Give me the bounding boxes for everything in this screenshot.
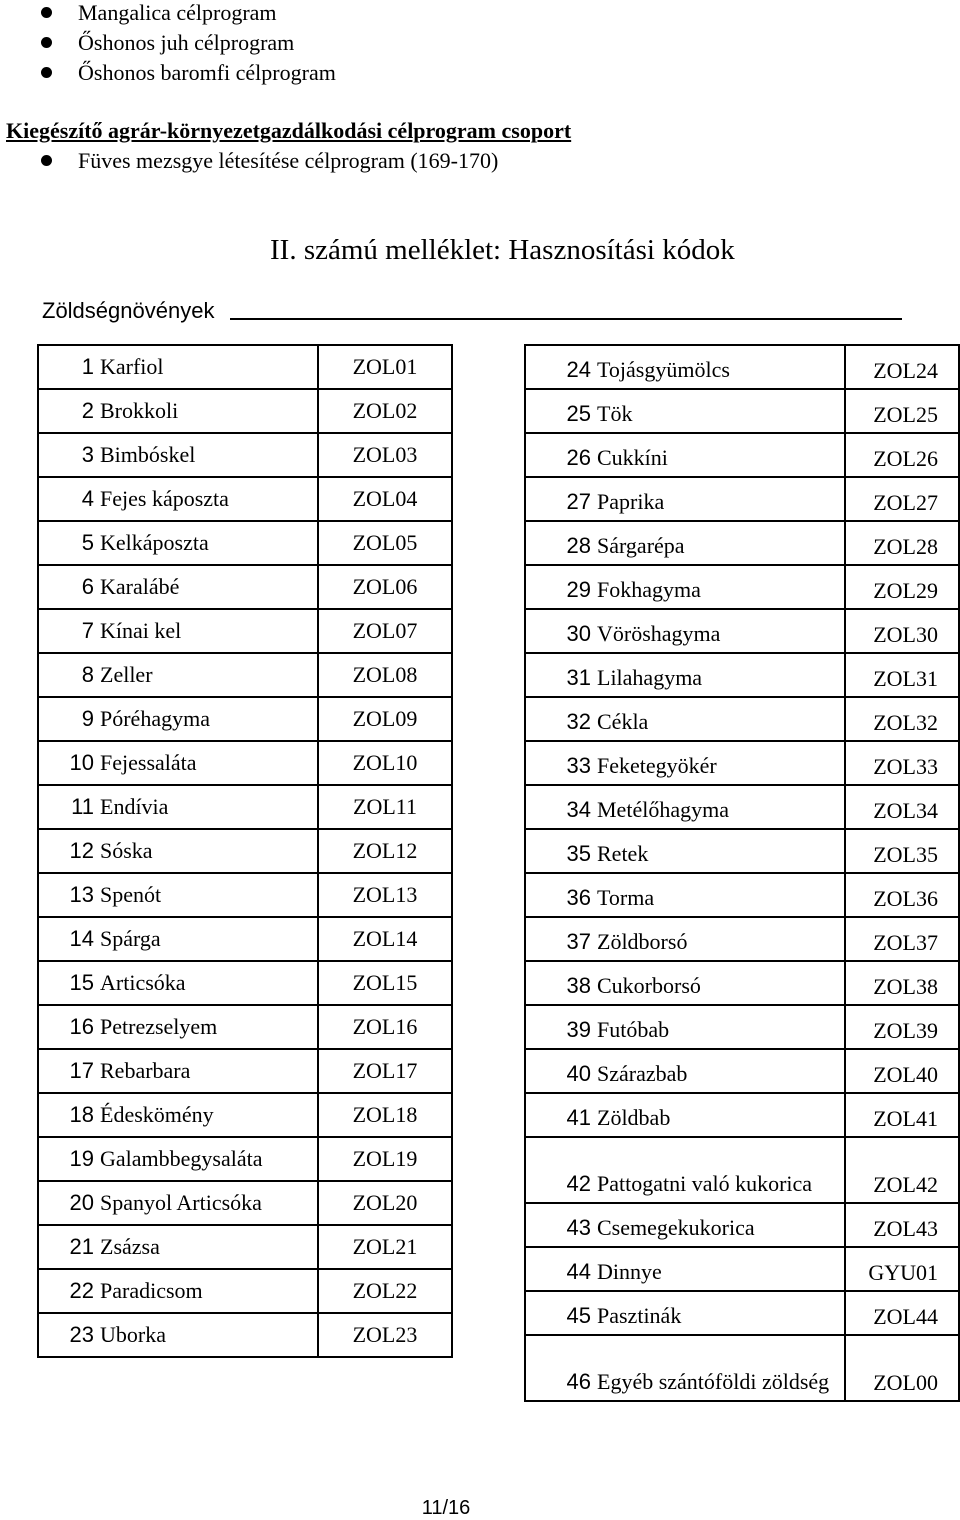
table-row [38,1225,452,1269]
table-row [525,785,959,829]
vegetable-name: Paprika [595,477,845,521]
table-row [38,1005,452,1049]
category-label: Zöldségnövények [42,298,215,323]
vegetable-name: Csemegekukorica [595,1203,845,1247]
row-number: 26 [525,433,595,477]
usage-code: ZOL21 [318,1225,452,1269]
vegetable-name: Rebarbara [98,1049,318,1093]
table-row [38,697,452,741]
row-number: 3 [38,433,98,477]
table-row [38,829,452,873]
table-row [38,1269,452,1313]
table-row [38,521,452,565]
usage-code: ZOL35 [845,829,959,873]
vegetable-name: Cukorborsó [595,961,845,1005]
codes-table-left [37,344,453,1358]
vegetable-name: Sárgarépa [595,521,845,565]
row-number: 34 [525,785,595,829]
row-number: 13 [38,873,98,917]
vegetable-name: Feketegyökér [595,741,845,785]
usage-code: ZOL29 [845,565,959,609]
usage-code: ZOL30 [845,609,959,653]
category-underline [230,318,902,320]
table-row [38,653,452,697]
row-number: 16 [38,1005,98,1049]
table-row [38,873,452,917]
vegetable-name: Dinnye [595,1247,845,1291]
usage-code: ZOL14 [318,917,452,961]
usage-code: ZOL02 [318,389,452,433]
row-number: 28 [525,521,595,565]
usage-code: ZOL13 [318,873,452,917]
table-row [525,565,959,609]
table-row [525,873,959,917]
table-row [38,345,452,389]
vegetable-name: Spárga [98,917,318,961]
vegetable-name: Zöldborsó [595,917,845,961]
usage-code: ZOL18 [318,1093,452,1137]
usage-code: ZOL41 [845,1093,959,1137]
usage-code: ZOL01 [318,345,452,389]
table-row [38,565,452,609]
usage-code: ZOL20 [318,1181,452,1225]
row-number: 7 [38,609,98,653]
row-number: 30 [525,609,595,653]
table-row [525,829,959,873]
row-number: 43 [525,1203,595,1247]
bullet-dot-icon [41,155,52,166]
row-number: 24 [525,345,595,389]
usage-code: ZOL22 [318,1269,452,1313]
row-number: 35 [525,829,595,873]
row-number: 22 [38,1269,98,1313]
table-row [38,1181,452,1225]
table-row [525,609,959,653]
row-number: 15 [38,961,98,1005]
row-number: 33 [525,741,595,785]
vegetable-name: Fejes káposzta [98,477,318,521]
usage-code: ZOL15 [318,961,452,1005]
usage-code: ZOL04 [318,477,452,521]
row-number: 12 [38,829,98,873]
vegetable-name: Tojásgyümölcs [595,345,845,389]
usage-code: ZOL33 [845,741,959,785]
vegetable-name: Cukkíni [595,433,845,477]
vegetable-name: Retek [595,829,845,873]
vegetable-name: Fejessaláta [98,741,318,785]
usage-code: ZOL26 [845,433,959,477]
vegetable-name: Pasztinák [595,1291,845,1335]
usage-code: ZOL44 [845,1291,959,1335]
vegetable-name: Brokkoli [98,389,318,433]
table-row [525,521,959,565]
table-row [525,697,959,741]
table-row [38,961,452,1005]
row-number: 23 [38,1313,98,1357]
bullet-dot-icon [41,67,52,78]
vegetable-name: Póréhagyma [98,697,318,741]
table-row [38,389,452,433]
vegetable-name: Karalábé [98,565,318,609]
vegetable-name: Petrezselyem [98,1005,318,1049]
section-heading: Kiegészítő agrár-környezetgazdálkodási célprogram csoport [6,118,572,143]
table-row [525,653,959,697]
table-row [525,741,959,785]
table-row [38,1137,452,1181]
vegetable-name: Zeller [98,653,318,697]
bullet-text: Mangalica célprogram [78,0,277,25]
vegetable-name: Pattogatni való kukorica [595,1137,845,1203]
table-row [525,1291,959,1335]
table-row [38,433,452,477]
vegetable-name: Cékla [595,697,845,741]
vegetable-name: Fokhagyma [595,565,845,609]
table-row [525,1335,959,1401]
table-row [525,1005,959,1049]
vegetable-name: Lilahagyma [595,653,845,697]
bullet-text: Őshonos baromfi célprogram [78,60,336,85]
usage-code: ZOL36 [845,873,959,917]
table-row [525,961,959,1005]
vegetable-name: Zsázsa [98,1225,318,1269]
row-number: 42 [525,1137,595,1203]
row-number: 17 [38,1049,98,1093]
usage-code: ZOL08 [318,653,452,697]
usage-code: ZOL40 [845,1049,959,1093]
table-row [38,477,452,521]
row-number: 21 [38,1225,98,1269]
row-number: 39 [525,1005,595,1049]
table-row [38,609,452,653]
usage-code: ZOL07 [318,609,452,653]
table-row [525,433,959,477]
usage-code: ZOL38 [845,961,959,1005]
usage-code: ZOL12 [318,829,452,873]
vegetable-name: Articsóka [98,961,318,1005]
usage-code: ZOL37 [845,917,959,961]
usage-code: ZOL17 [318,1049,452,1093]
table-row [38,785,452,829]
usage-code: ZOL31 [845,653,959,697]
row-number: 19 [38,1137,98,1181]
row-number: 6 [38,565,98,609]
vegetable-name: Paradicsom [98,1269,318,1313]
usage-code: ZOL16 [318,1005,452,1049]
table-row [525,345,959,389]
vegetable-name: Bimbóskel [98,433,318,477]
vegetable-name: Karfiol [98,345,318,389]
vegetable-name: Kínai kel [98,609,318,653]
usage-code: ZOL42 [845,1137,959,1203]
row-number: 10 [38,741,98,785]
page-number: 11/16 [421,1497,471,1519]
vegetable-name: Futóbab [595,1005,845,1049]
row-number: 4 [38,477,98,521]
vegetable-name: Torma [595,873,845,917]
table-row [38,1313,452,1357]
table-row [38,741,452,785]
row-number: 29 [525,565,595,609]
row-number: 46 [525,1335,595,1401]
usage-code: ZOL28 [845,521,959,565]
table-row [525,1247,959,1291]
vegetable-name: Sóska [98,829,318,873]
table-row [525,477,959,521]
table-row [525,389,959,433]
row-number: 31 [525,653,595,697]
vegetable-name: Galambbegysaláta [98,1137,318,1181]
usage-code: ZOL39 [845,1005,959,1049]
table-row [38,1093,452,1137]
usage-code: ZOL09 [318,697,452,741]
table-row [525,1049,959,1093]
row-number: 11 [38,785,98,829]
row-number: 18 [38,1093,98,1137]
usage-code: ZOL00 [845,1335,959,1401]
usage-code: ZOL19 [318,1137,452,1181]
row-number: 38 [525,961,595,1005]
row-number: 44 [525,1247,595,1291]
vegetable-name: Vöröshagyma [595,609,845,653]
vegetable-name: Tök [595,389,845,433]
usage-code: ZOL25 [845,389,959,433]
row-number: 45 [525,1291,595,1335]
row-number: 25 [525,389,595,433]
vegetable-name: Endívia [98,785,318,829]
bullet-dot-icon [41,7,52,18]
vegetable-name: Édeskömény [98,1093,318,1137]
usage-code: ZOL03 [318,433,452,477]
table-row [38,1049,452,1093]
usage-code: ZOL43 [845,1203,959,1247]
table-row [525,917,959,961]
row-number: 1 [38,345,98,389]
bullet-dot-icon [41,37,52,48]
vegetable-name: Szárazbab [595,1049,845,1093]
table-row [525,1093,959,1137]
row-number: 27 [525,477,595,521]
usage-code: ZOL10 [318,741,452,785]
bullet-text: Füves mezsgye létesítése célprogram (169-170) [78,148,499,173]
bullet-text: Őshonos juh célprogram [78,30,295,55]
row-number: 40 [525,1049,595,1093]
vegetable-name: Metélőhagyma [595,785,845,829]
usage-code: ZOL05 [318,521,452,565]
row-number: 36 [525,873,595,917]
usage-code: GYU01 [845,1247,959,1291]
row-number: 5 [38,521,98,565]
usage-code: ZOL34 [845,785,959,829]
row-number: 14 [38,917,98,961]
table-row [525,1137,959,1203]
vegetable-name: Kelkáposzta [98,521,318,565]
vegetable-name: Spanyol Articsóka [98,1181,318,1225]
row-number: 9 [38,697,98,741]
row-number: 32 [525,697,595,741]
table-row [38,917,452,961]
table-row [525,1203,959,1247]
vegetable-name: Zöldbab [595,1093,845,1137]
usage-code: ZOL11 [318,785,452,829]
row-number: 20 [38,1181,98,1225]
row-number: 8 [38,653,98,697]
usage-code: ZOL23 [318,1313,452,1357]
row-number: 2 [38,389,98,433]
usage-code: ZOL27 [845,477,959,521]
usage-code: ZOL06 [318,565,452,609]
annex-title: II. számú melléklet: Hasznosítási kódok [270,234,735,266]
vegetable-name: Spenót [98,873,318,917]
row-number: 37 [525,917,595,961]
vegetable-name: Uborka [98,1313,318,1357]
row-number: 41 [525,1093,595,1137]
usage-code: ZOL32 [845,697,959,741]
codes-table-right [524,344,960,1402]
vegetable-name: Egyéb szántóföldi zöldség [595,1335,845,1401]
usage-code: ZOL24 [845,345,959,389]
